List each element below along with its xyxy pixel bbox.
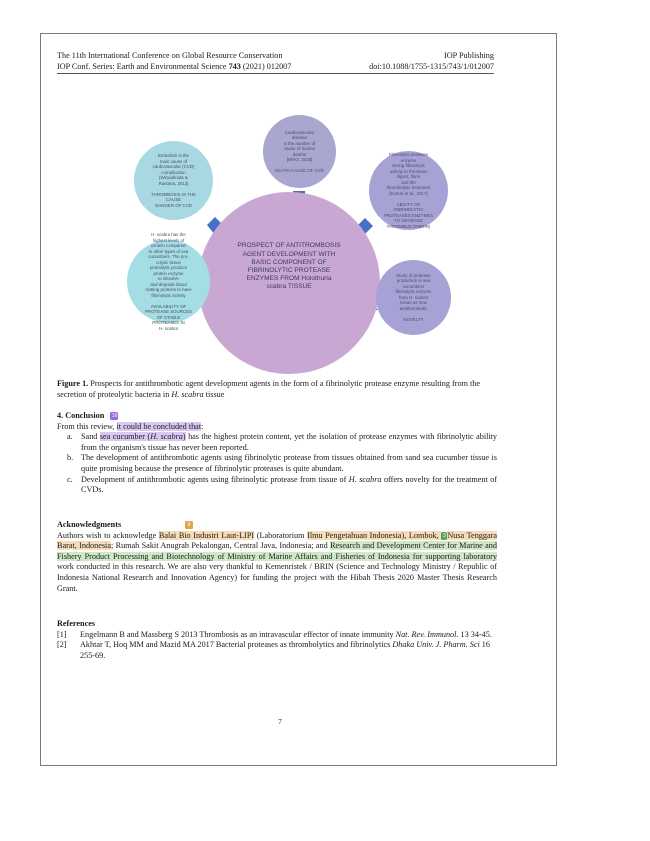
ack-body [57,531,497,595]
highlight-intro[interactable]: it could be concluded that [116,421,202,431]
annotation-badge[interactable]: 3 [442,532,446,539]
item-a-hl: sea cucumber ( [99,432,151,442]
item-label: b. [67,453,74,463]
list-item-a [67,432,497,453]
ref-label: [2] [57,640,67,650]
intro-prefix: From this review, [57,421,117,431]
caption-species: H. scabra [171,390,204,399]
conclusion-list [57,432,497,496]
running-header [57,51,494,60]
caption-text: Prospects for antithrombotic agent development agents in the form of a fibrinolytic protease enzyme resulting from the secretion of proteolytic bacteria in [57,379,480,399]
top-text: Cardiovascular disease is the number of cause of human deaths [WHO, 2016] DEATH CAUSE OF CVD [275,129,324,173]
ref-1-journal: Nat. Rev. Immunol. [395,629,459,639]
ref-2-volume: 16 255-69. [80,640,490,660]
ref-label: [1] [57,629,67,639]
highlight-sea-cucumber[interactable] [100,432,186,441]
series-info [57,62,291,71]
top-right-circle [369,151,448,230]
highlight-ilmu[interactable]: Ilmu Pengetahuan Indonesia), Lombok, [307,530,442,540]
ack-title: Acknowledgments [57,520,122,529]
page-number: 7 [278,718,282,726]
top-left-text: Embolism is the main cause of cardiovascular (CVD) complication [Wiryadinata & Rastana, 2012] THROMBOSIS IS THE CAUSE DANGER OF CVD [151,153,196,208]
item-c-species: H. scabra [348,474,382,484]
ack-s2: (Laboratorium [254,530,308,540]
ack-heading [57,520,497,531]
publisher-name: IOP Publishing [444,51,494,60]
list-item-c [67,475,497,496]
highlight-nusa[interactable]: Nusa Tenggara Barat, Indonesia [57,530,497,551]
center-text: PROSPECT OF ANTITROMBOSIS AGENT DEVELOPMENT WITH BASIC COMPONENT OF FIBRINOLYTIC PROTEASE ENZYMES FROM Holothuria scabra TISSUE [237,242,341,291]
ack-s1: Authors wish to acknowledge [57,530,159,540]
center-circle [198,192,380,374]
top-right-text: Fibrinolytic protease enzyme strong fibrinolytic activity to thrombus digest, fibrin and the thrombolytic treatment [Kumar et al., 2017] ABILITY OF FIBRINOLYTIC PROTEASES ENZYMES TO DEGRADE THROMBUS (FIBRIN) [383,152,434,229]
top-circle [263,115,336,188]
acknowledgments-section [57,520,497,594]
intro-suffix: : [201,421,204,431]
header-rule [57,73,494,74]
right-text: Study of protease production in sea cucumbers fibrinolytic enzyme from H. scabra tissue as new antithrombotic NOVELTY [395,272,432,322]
ref-2-journal: Dhaka Univ. J. Pharm. Sci [392,640,480,650]
conclusion-intro [57,422,497,433]
left-circle [127,232,210,331]
conference-name: The 11th International Conference on Global Resource Conservation [57,51,283,60]
item-c-post: offers novelty for the treatment of CVDs. [81,474,497,495]
series-header [57,62,494,71]
reference-1 [57,630,497,641]
item-label: a. [67,432,73,442]
figure-1 [57,109,497,381]
ack-s3: ; Rumah Sakit Anugrah Pekalongan, Central Java, Indonesia; and [110,541,331,551]
highlight-research-center[interactable]: Research and Development Center for Marine and Fishery Product Processing and Biotechnology of Ministry of Marine Affairs and Fisheries of Indonesia for supporting laboratory [57,541,497,561]
item-b-text: The development of antithrombotic agents using fibrinolytic protease from tissues obtained from sand sea cucumber tissue is quite promising because the presence of fibrinolytic proteases is quite abundant. [81,453,497,473]
top-left-circle [134,141,213,220]
ref-1-text: Engelmann B and Massberg S 2013 Thrombosis as an intravascular effector of innate immunity [80,629,396,639]
reference-2 [57,640,497,661]
annotation-badge[interactable]: 6 [185,521,193,529]
references-section [57,619,497,661]
caption-suffix: tissue [203,390,225,399]
right-circle [376,260,451,335]
left-text: H. scabra has the highest levels of protein compared to other types of sea cucumbers. The pro- colytic tissue proteolytic produce protein enzyme to dissolve and degrade blood clotting proteins to have fibrinolytic activity AVAILABILITY OF PROTEASE SOURCES OF STABLE PROTEASES IN H. scabra [145,232,192,331]
conclusion-title: 4. Conclusion [57,411,105,420]
item-a-pre: Sand [81,432,100,442]
item-a-species: H. scabra [150,432,183,442]
doi: doi:10.1088/1755-1315/743/1/012007 [369,62,494,71]
list-item-b [67,453,497,474]
annotation-badge[interactable]: 19 [111,413,118,420]
item-c-pre: Development of antithrombotic agents using fibrinolytic protease from tissue of [81,474,349,484]
conclusion-heading [57,411,497,422]
ref-2-text: Akhtar T, Hoq MM and Mazid MA 2017 Bacterial proteases as thrombolytics and fibrinolytics [80,640,393,650]
ack-s4: work conducted in this research. We are also very thankful to Kemenristek / BRIN (Science and Technology Ministry / Republic of Indonesia National Research and Innovation Agency) for funding the project with the Hibah Thesis 2020 Master Thesis Research Grant. [57,562,497,593]
item-label: c. [67,474,73,484]
highlight-balai[interactable]: Balai Bio Industri Laut-LIPI [158,530,255,540]
conclusion-section [57,411,497,496]
figure-caption [57,378,497,400]
item-a-post: has the highest protein content, yet the isolation of protease enzymes with fibrinolytic ability from the organism's tissue has never been reported. [81,432,498,452]
series-prefix: IOP Conf. Series: Earth and Environmental Science [57,62,229,71]
volume-number: 743 [228,62,241,71]
caption-label: Figure 1. [57,379,89,388]
series-suffix: (2021) 012007 [240,62,292,71]
references-title: References [57,619,96,628]
ref-1-volume: 13 34-45. [458,629,492,639]
item-a-hl-end: ) [182,432,186,442]
